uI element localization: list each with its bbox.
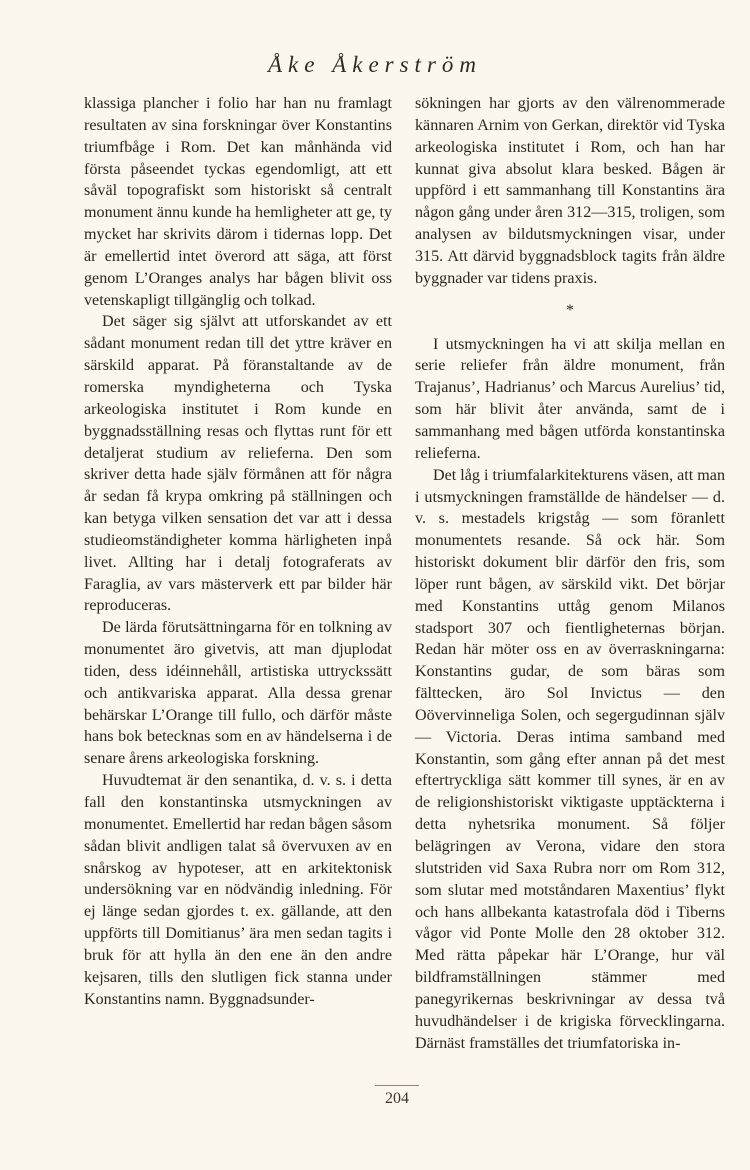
running-header: Åke Åkerström <box>267 52 483 77</box>
right-column <box>415 93 725 1054</box>
paragraph: Huvudtemat är den senantika, d. v. s. i detta fall den konstantinska utsmyckningen av monumentet. Emellertid har redan bågen såsom sådan blivit andligen talat så övervuxen av en snårskog av hypoteser, att en arkitektonisk undersökning var en nödvändig inledning. För ej länge sedan gjordes t. ex. gällande, att den uppförts till Domitianus’ ära men sedan tagits i bruk för att hylla än den ene än den andre kejsaren, tills den slutligen fick stanna under Konstantins namn. Byggnadsunder- <box>84 772 392 1008</box>
left-column <box>84 93 392 1010</box>
paragraph: klassiga plancher i folio har han nu framlagt resultaten av sina forskningar över Konstantins triumfbåge i Rom. Det kan månhända vid första påseendet tyckas egendomligt, att ett såväl topografiskt som historiskt så centralt monument ännu kunde ha hemligheter att ge, ty mycket har skrivits därom i tidernas lopp. Det är emellertid intet överord att säga, att först genom L’Oranges analys har bågen blivit oss vetenskapligt tillgänglig och tolkad. <box>84 95 392 309</box>
section-break-asterisk: * <box>566 301 574 319</box>
paragraph: De lärda förutsättningarna för en tolkning av monumentet äro givetvis, att man djuplodat tiden, dess idéinnehåll, artistiska uttryckssätt och antikvariska apparat. Alla dessa grenar behärskar L’Orange till fullo, och därför måste hans bok betecknas som en av händelserna i de senare årens arkeologiska forskning. <box>84 619 392 768</box>
paragraph: I utsmyckningen ha vi att skilja mellan en serie reliefer från äldre monument, från Trajanus’, Hadrianus’ och Marcus Aurelius’ tid, som här blivit åter använda, samt de i sammanhang med bågen utförda konstantinska relieferna. <box>415 335 725 462</box>
paragraph: sökningen har gjorts av den välrenommerade kännaren Arnim von Gerkan, direktör vid Tyska arkeologiska institutet i Rom, och han har kunnat giva absolut klara besked. Bågen är uppförd i ett sammanhang till Konstantins ära någon gång under åren 312—315, troligen, som analysen av bildutsmyckningen visar, under 315. Att därvid byggnadsblock tagits från äldre byggnader var tidens praxis. <box>415 95 725 287</box>
paragraph: Det låg i triumfalarkitekturens väsen, att man i utsmyckningen framställde de händelser — d. v. s. mestadels krigståg — som föranlett monumentets resande. Så ock här. Som historiskt dokument blir därför den fris, som löper runt bågen, av särskild vikt. Det börjar med Konstantins uttåg genom Milanos stadsport 307 och fientligheternas början. Redan här möter oss en av överraskningarna: Konstantins gudar, de som bäras som fälttecken, äro Sol Invictus — den Oövervinneliga Solen, och segergudinnan själv — Victoria. Deras intima samband med Konstantin, som gång efter annan på det mest eftertryckliga sätt kommer till synes, är en av de religionshistoriskt viktigaste upptäckterna i detta nyhetsrika monument. Så följer belägringen av Verona, vidare den stora slutstriden vid Saxa Rubra norr om Rom 312, som slutar med motståndaren Maxentius’ flykt och hans allbekanta katastrofala död i Tiberns vågor vid Ponte Molle den 28 oktober 312. Med rätta påpekar här L’Orange, hur väl bildframställningen stämmer med panegyrikernas beskrivningar av dessa två huvudhändelser i de krigiska förvecklingarna. Därnäst framställes det triumfatoriska in- <box>415 466 725 1052</box>
page-number: 204 <box>385 1090 409 1107</box>
paragraph: Det säger sig självt att utforskandet av ett sådant monument redan till det yttre kräver en särskild apparat. På föranstaltande av de romerska myndigheterna och Tyska arkeologiska institutet i Rom kunde en byggnadsställning resas och flyttas runt för ett detaljerat studium av relieferna. Den som skriver detta hade själv förmånen att för några år sedan få krypa omkring på ställningen och kan betyga vilken sensation det var att i dessa studieomständigheter komma härligheten inpå livet. Allting har i detalj fotograferats av Faraglia, av vars mästerverk ett par bilder här reproduceras. <box>84 313 392 615</box>
footer-divider <box>375 1085 419 1086</box>
